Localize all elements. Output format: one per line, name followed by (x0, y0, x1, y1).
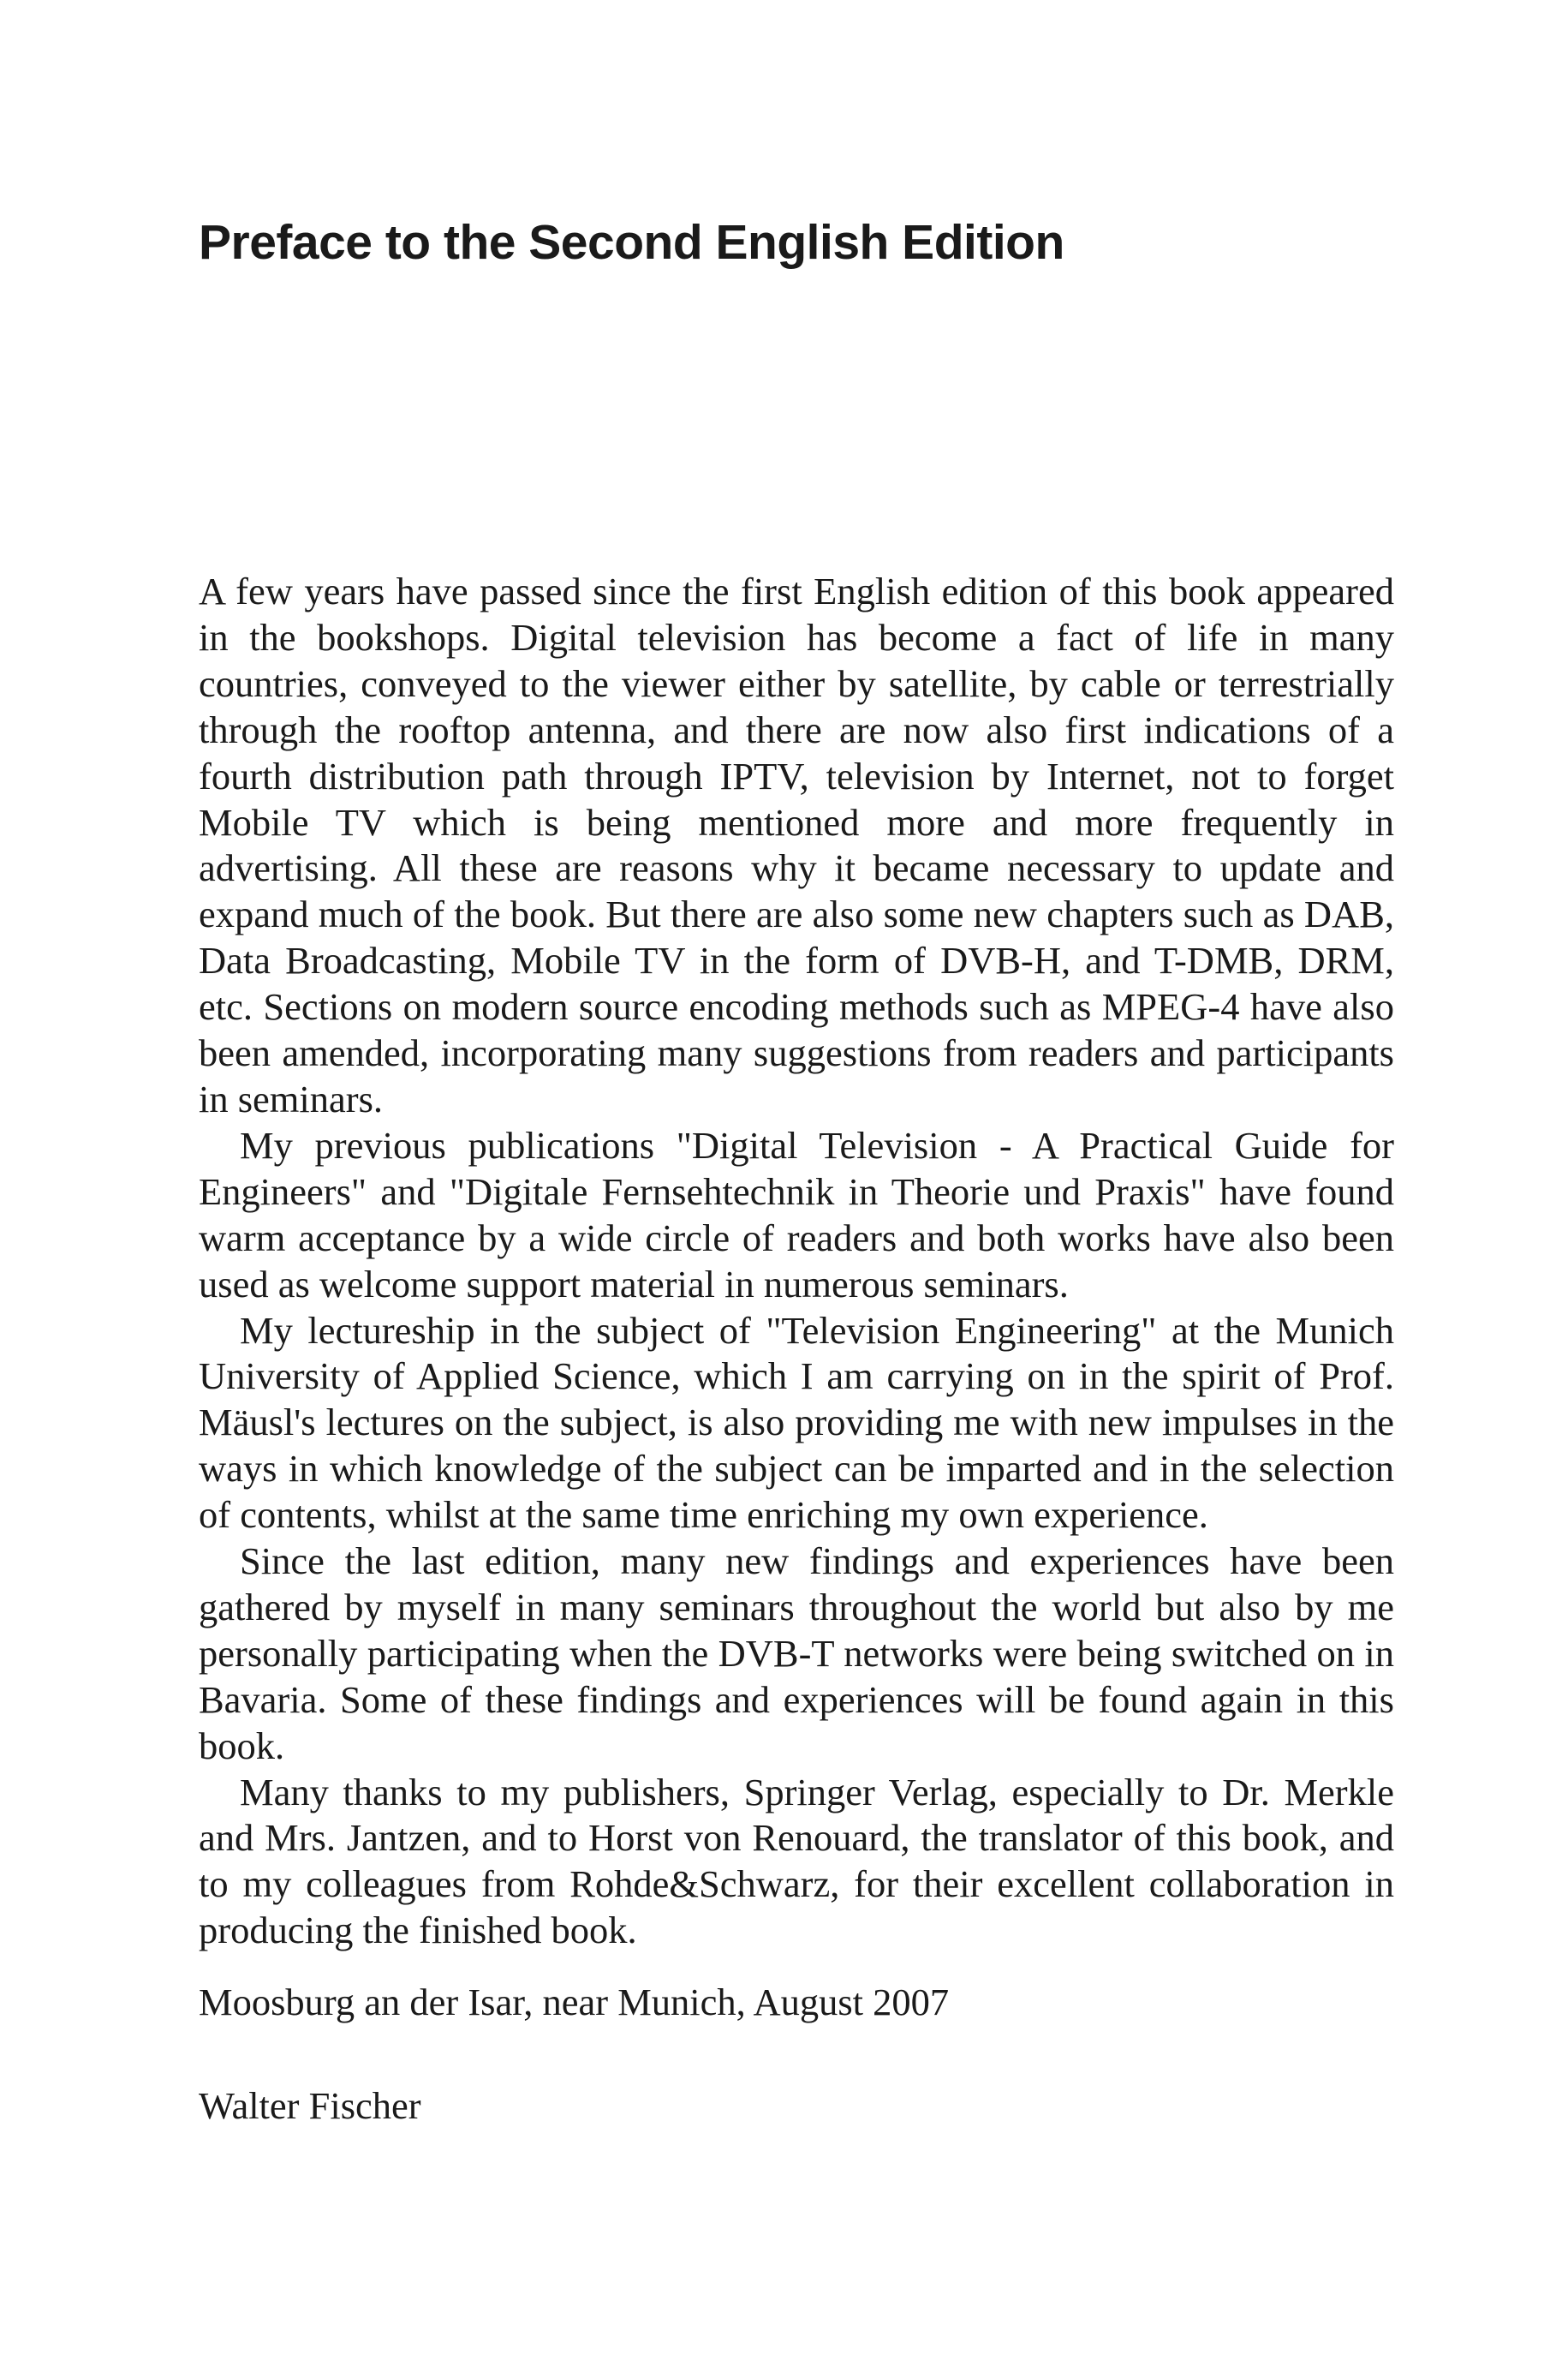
preface-body (199, 569, 1394, 1954)
paragraph-4: Since the last edition, many new findings and experiences have been gathered by myself in many seminars throughout the world but also by me personally participating when the DVB-T networks were being switched on in Bavaria. Some of these findings and experiences will be found again in this book. (199, 1539, 1394, 1767)
paragraph-5: Many thanks to my publishers, Springer Verlag, especially to Dr. Merkle and Mrs. Jantzen, and to Horst von Renouard, the translator of this book, and to my colleagues from Rohde&Schwarz, for their excellent collaboration in producing the finished book. (199, 1770, 1394, 1952)
paragraph-1: A few years have passed since the first English edition of this book appeared in the bookshops. Digital television has become a fact of life in many countries, conveyed to the viewer either by satellite, by cable or terrestrially through the rooftop antenna, and there are now also first indications of a fourth distribution path through IPTV, television by Internet, not to forget Mobile TV which is being mentioned more and more frequently in advertising. All these are reasons why it became necessary to update and expand much of the book. But there are also some new chapters such as DAB, Data Broadcasting, Mobile TV in the form of DVB-H, and T-DMB, DRM, etc. Sections on modern source encoding methods such as MPEG-4 have also been amended, incorporating many suggestions from readers and participants in seminars. (199, 570, 1394, 1120)
place-and-date: Moosburg an der Isar, near Munich, August 2007 (199, 1981, 950, 2023)
author-signature: Walter Fischer (199, 2084, 421, 2127)
page-title: Preface to the Second English Edition (199, 215, 1064, 270)
paragraph-3: My lectureship in the subject of "Television Engineering" at the Munich University of Applied Science, which I am carrying on in the spirit of Prof. Mäusl's lectures on the subject, is also providing me with new impulses in the ways in which knowledge of the subject can be imparted and in the selection of contents, whilst at the same time enriching my own experience. (199, 1308, 1394, 1537)
paragraph-2: My previous publications "Digital Television - A Practical Guide for Engineers" and "Digitale Fernsehtechnik in Theorie und Praxis" have found warm acceptance by a wide circle of readers and both works have also been used as welcome support material in numerous seminars. (199, 1123, 1394, 1306)
